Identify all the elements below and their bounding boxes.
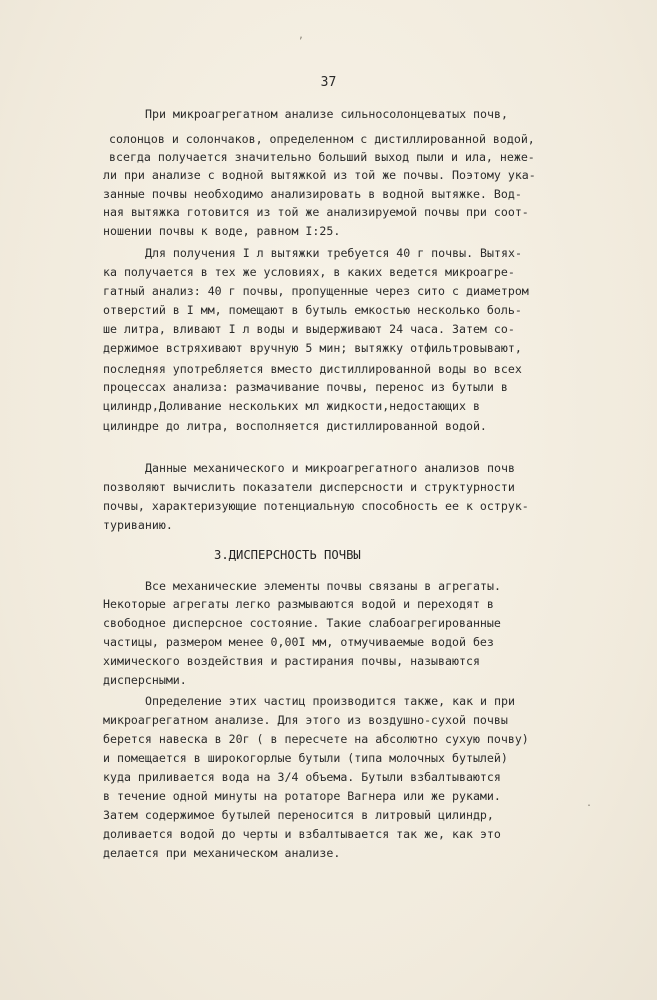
text-line: доливается водой до черты и взбалтывается так же, как это: [103, 827, 501, 841]
text-line: ли при анализе с водной вытяжкой из той же почвы. Поэтому ука-: [103, 168, 536, 182]
text-line: процессах анализа: размачивание почвы, перенос из бутыли в: [103, 380, 508, 394]
text-line: Некоторые агрегаты легко размываются водой и переходят в: [103, 597, 494, 611]
scan-speck: .: [586, 798, 593, 809]
text-line: свободное дисперсное состояние. Такие слабоагрегированные: [103, 616, 501, 630]
text-line: держимое встряхивают вручную 5 мин; вытяжку отфильтровывают,: [103, 341, 522, 355]
text-line: ка получается в тех же условиях, в каких ведется микроагре-: [103, 265, 515, 279]
text-line: последняя употребляется вместо дистиллированной воды во всех: [103, 362, 522, 376]
text-line: делается при механическом анализе.: [103, 846, 341, 860]
text-line: ношении почвы к воде, равном I:25.: [103, 224, 341, 238]
text-line: позволяют вычислить показатели дисперсности и структурности: [103, 480, 515, 494]
text-line: всегда получается значительно больший выход пыли и ила, нежe-: [109, 150, 535, 164]
text-line: отверстий в I мм, помещают в бутыль емкостью несколько боль-: [103, 303, 522, 317]
text-line: микроагрегатном анализе. Для этого из воздушно-сухой почвы: [103, 713, 508, 727]
text-line: ная вытяжка готовится из той же анализируемой почвы при соот-: [103, 205, 529, 219]
text-line: и помещается в широкогорлые бутыли (типа молочных бутылей): [103, 751, 508, 765]
page-number: 37: [320, 75, 337, 90]
text-line: Для получения I л вытяжки требуется 40 г почвы. Вытях-: [145, 246, 522, 260]
text-line: Все механические элементы почвы связаны в агрегаты.: [145, 579, 501, 593]
text-line: цилиндре до литра, восполняется дистиллированной водой.: [103, 419, 487, 433]
text-line: ше литра, вливают I л воды и выдерживают 24 часа. Затем со-: [103, 322, 515, 336]
section-heading: 3.ДИСПЕРСНОСТЬ ПОЧВЫ: [214, 548, 361, 562]
text-line: дисперсными.: [103, 673, 187, 687]
text-line: почвы, характеризующие потенциальную способность ее к острук-: [103, 499, 529, 513]
text-line: цилиндр,Доливание нескольких мл жидкости,недостающих в: [103, 399, 480, 413]
text-line: Определение этих частиц производится также, как и при: [145, 694, 515, 708]
text-line: в течение одной минуты на ротаторе Вагнера или же руками.: [103, 789, 501, 803]
text-line: гатный анализ: 40 г почвы, пропущенные через сито с диаметром: [103, 284, 529, 298]
text-line: занные почвы необходимо анализировать в водной вытяжке. Вод-: [103, 187, 522, 201]
text-line: При микроагрегатном анализе сильносолонцеватых почв,: [145, 107, 508, 121]
text-line: Данные механического и микроагрегатного анализов почв: [145, 461, 515, 475]
text-line: химического воздействия и растирания почвы, называются: [103, 654, 480, 668]
text-line: Затем содержимое бутылей переносится в литровый цилиндр,: [103, 808, 494, 822]
text-line: куда приливается вода на 3/4 объема. Бутыли взбалтываются: [103, 770, 501, 784]
text-line: туриванию.: [103, 518, 173, 532]
scan-speck: ,: [298, 30, 305, 41]
text-line: частицы, размером менее 0,00I мм, отмучиваемые водой без: [103, 635, 494, 649]
text-line: солонцов и солончаков, определенном с дистиллированной водой,: [109, 132, 535, 146]
text-line: берется навеска в 20г ( в пересчете на абсолютно сухую почву): [103, 732, 529, 746]
